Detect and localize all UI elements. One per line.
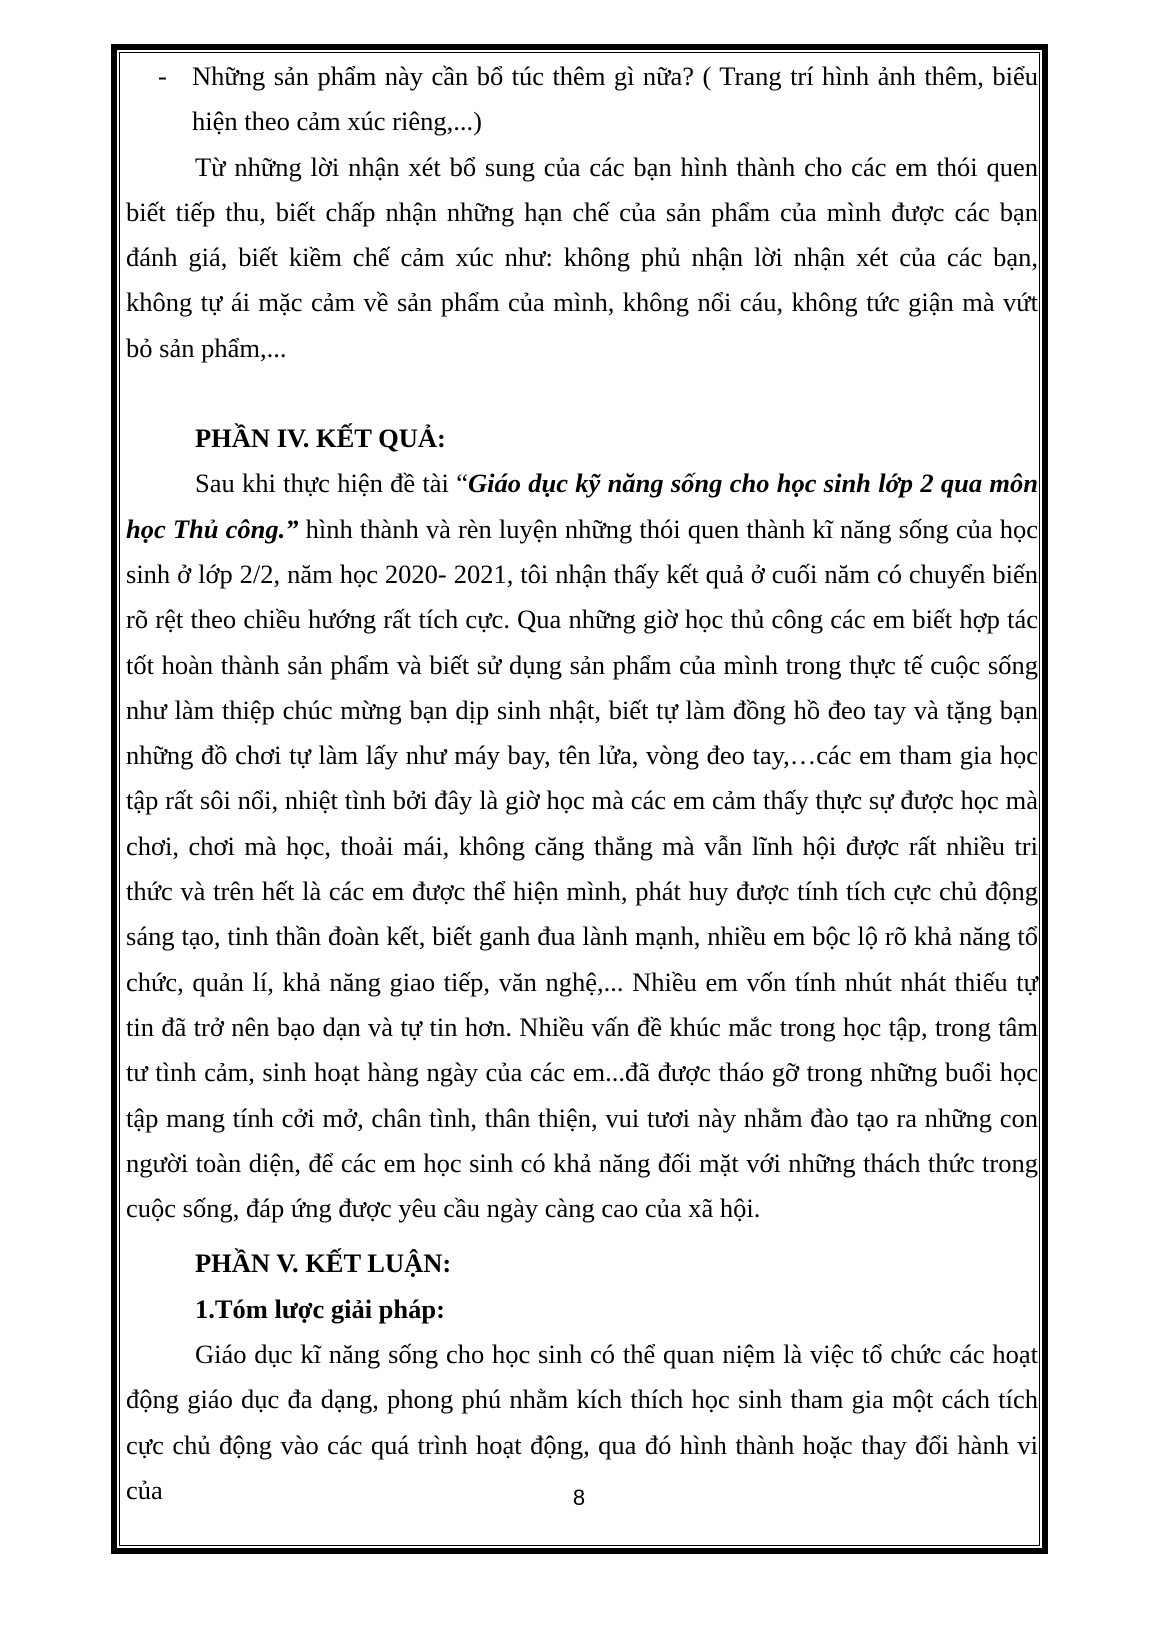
- document-body: [126, 54, 1038, 1513]
- bullet-text: Những sản phẩm này cần bổ túc thêm gì nữa? ( Trang trí hình ảnh thêm, biểu hiện theo cảm xúc riêng,...): [192, 61, 1038, 137]
- topic-title: Giáo dục kỹ năng sống cho học sinh lớp 2 qua môn học Thủ công.”: [126, 468, 1038, 544]
- section-5-paragraph: Giáo dục kĩ năng sống cho học sinh có thể quan niệm là việc tổ chức các hoạt động giáo dục đa dạng, phong phú nhằm kích thích học sinh tham gia một cách tích cực chủ động vào các quá trình hoạt động, qua đó hình thành hoặc thay đổi hành vi của: [126, 1339, 1038, 1505]
- section-4-body: hình thành và rèn luyện những thói quen thành kĩ năng sống của học sinh ở lớp 2/2, năm học 2020- 2021, tôi nhận thấy kết quả ở cuối năm có chuyển biến rõ rệt theo chiều hướng rất tích cực. Qua những giờ học thủ công các em biết hợp tác tốt hoàn thành sản phẩm và biết sử dụng sản phẩm của mình trong thực tế cuộc sống như làm thiệp chúc mừng bạn dịp sinh nhật, biết tự làm đồng hồ đeo tay và tặng bạn những đồ chơi tự làm lấy như máy bay, tên lửa, vòng đeo tay,…các em tham gia học tập rất sôi nổi, nhiệt tình bởi đây là giờ học mà các em cảm thấy thực sự được học mà chơi, chơi mà học, thoải mái, không căng thẳng mà vẫn lĩnh hội được rất nhiều tri thức và trên hết là các em được thể hiện mình, phát huy được tính tích cực chủ động sáng tạo, tinh thần đoàn kết, biết ganh đua lành mạnh, nhiều em bộc lộ rõ khả năng tổ chức, quản lí, khả năng giao tiếp, văn nghệ,... Nhiều em vốn tính nhút nhát thiếu tự tin đã trở nên bạo dạn và tự tin hơn. Nhiều vấn đề khúc mắc trong học tập, trong tâm tư tình cảm, sinh hoạt hàng ngày của các em...đã được tháo gỡ trong những buổi học tập mang tính cởi mở, chân tình, thân thiện, vui tươi này nhằm đào tạo ra những con người toàn diện, để các em học sinh có khả năng đối mặt với những thách thức trong cuộc sống, đáp ứng được yêu cầu ngày càng cao của xã hội.: [126, 513, 1038, 1224]
- bullet-item: [126, 54, 1038, 145]
- section-4-paragraph: [126, 461, 1038, 1231]
- section-5-subheading: 1.Tóm lược giải pháp:: [195, 1293, 445, 1324]
- section-4-heading: PHẦN IV. KẾT QUẢ:: [195, 423, 446, 454]
- bullet-dash: -: [158, 61, 167, 91]
- section-5-heading: PHẦN V. KẾT LUẬN:: [195, 1248, 452, 1279]
- page-number: 8: [572, 1485, 586, 1510]
- paragraph-feedback: Từ những lời nhận xét bổ sung của các bạn hình thành cho các em thói quen biết tiếp thu, biết chấp nhận những hạn chế của sản phẩm của mình được các bạn đánh giá, biết kiềm chế cảm xúc như: không phủ nhận lời nhận xét của các bạn, không tự ái mặc cảm về sản phẩm của mình, không nổi cáu, không tức giận mà vứt bỏ sản phẩm,...: [126, 151, 1038, 363]
- section-4-intro: Sau khi thực hiện đề tài “: [195, 468, 468, 499]
